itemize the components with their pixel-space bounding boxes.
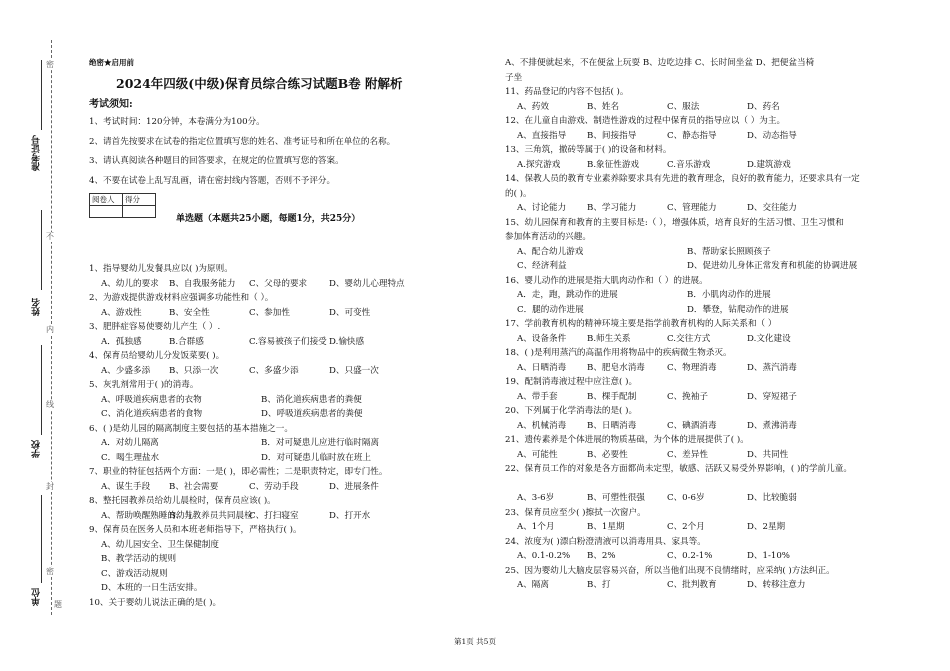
note-item: 2、请首先按要求在试卷的指定位置填写您的姓名、准考证号和所在单位的名称。 — [89, 136, 396, 147]
section-title: 单选题（本题共25小题，每题1分，共25分） — [176, 214, 361, 224]
option-row — [89, 335, 431, 350]
answer-option: C、消化道疾病患者的食物 — [101, 409, 203, 419]
answer-option: C、0.2-1% — [667, 551, 713, 561]
question-stem: 19、配制消毒液过程中应注意( )。 — [505, 377, 638, 387]
option-row — [505, 361, 925, 376]
option-row — [505, 259, 925, 274]
answer-option: B、只添一次 — [169, 365, 219, 376]
admission-no-label: 准考证号 — [32, 135, 42, 171]
option-row — [89, 277, 431, 292]
answer-option: A．孤独感 — [101, 336, 142, 347]
answer-option: D、药名 — [747, 101, 780, 112]
answer-option: A、帮助唤醒熟睡的幼儿 — [101, 510, 194, 521]
seal-char: 不 — [46, 232, 54, 241]
answer-option: B、棵手配制 — [587, 391, 637, 402]
option-row — [505, 158, 925, 173]
answer-option: B、间接指导 — [587, 130, 637, 141]
unit-blank — [41, 495, 42, 583]
score-table — [89, 193, 156, 218]
answer-option: B、自我服务能力 — [169, 278, 236, 289]
secret-mark: 绝密★启用前 — [89, 58, 134, 67]
question-stem: 17、学前教育机构的精神环境主要是指学前教育机构的人际关系和（ ） — [505, 319, 777, 329]
answer-option: B、学习能力 — [587, 203, 637, 213]
answer-option: D．攀登，钻爬动作的进展 — [687, 304, 789, 315]
answer-option: D、2星期 — [747, 522, 786, 532]
option-row — [89, 364, 431, 379]
answer-option: A、设备条件 — [517, 333, 567, 344]
answer-option: D、打开水 — [329, 510, 371, 521]
answer-option: D、煮沸消毒 — [747, 420, 797, 431]
question-stem: 6、( )是幼儿园的隔离制度主要包括的基本措施之一。 — [89, 423, 293, 434]
answer-option: B、消化道疾病患者的粪便 — [261, 394, 362, 405]
answer-option: B、教学活动的规则 — [101, 554, 177, 564]
answer-option: C、多盛少添 — [249, 365, 299, 376]
answer-option: A、带手套 — [517, 391, 558, 402]
answer-option: B.师生关系 — [587, 333, 631, 344]
answer-option: C、父母的要求 — [249, 278, 308, 289]
answer-option: B.象征性游戏 — [587, 159, 640, 170]
question-stem: 3、肥胖症容易使婴幼儿产生（ ）. — [89, 322, 221, 332]
question-stem: 1、指导婴幼儿发餐具应以( )为原则。 — [89, 264, 233, 274]
question-stem-cont: 的( )。 — [505, 188, 532, 199]
question-stem: 12、在儿童自由游戏、制造性游戏的过程中保育员的指导应以（ ）为主。 — [505, 116, 786, 126]
answer-option: C、打扫寝室 — [249, 510, 299, 521]
answer-option: A、讨论能力 — [517, 203, 567, 213]
answer-option: A．对幼儿隔离 — [101, 438, 159, 448]
answer-option: D.文化建设 — [747, 333, 791, 344]
answer-option: A、游戏性 — [101, 307, 142, 318]
answer-option: D、共同性 — [747, 449, 789, 460]
answer-option: A、谋生手段 — [101, 481, 151, 492]
question-stem-cont: 参加体育活动的兴趣。 — [505, 232, 591, 242]
answer-option: D.建筑游戏 — [747, 159, 791, 170]
answer-option: D、交往能力 — [747, 203, 797, 213]
answer-option: C、经济利益 — [517, 261, 567, 271]
question-stem: 25、因为婴幼儿大脑皮层容易兴奋，所以当他们出现不良情绪时，应采纳( )方法纠正。 — [505, 565, 835, 576]
answer-option: B、1星期 — [587, 522, 625, 532]
left-question-list — [89, 262, 431, 610]
seal-char: 题 — [54, 600, 62, 609]
option-row — [89, 306, 431, 321]
answer-option: C、0-6岁 — [667, 493, 705, 503]
option-row — [505, 549, 925, 564]
answer-option: B、可塑性很强 — [587, 493, 645, 503]
question-stem: 23、保育员应至少( )擦拭一次窗户。 — [505, 507, 646, 518]
answer-option: C、游戏活动规则 — [101, 568, 168, 579]
option-row — [89, 480, 431, 495]
answer-option: D、穿短裙子 — [747, 391, 797, 402]
answer-option: A、可能性 — [517, 449, 558, 460]
answer-option: C、2个月 — [667, 522, 705, 532]
question-stem: 18、( )是利用蒸汽的高温作用将物品中的疾病微生物杀灭。 — [505, 348, 732, 358]
school-label: 学校 — [32, 440, 42, 458]
answer-option: B、日晒消毒 — [587, 420, 637, 431]
option-row — [505, 578, 925, 593]
answer-option: C、物理消毒 — [667, 362, 717, 373]
answer-option: D、动态指导 — [747, 130, 797, 141]
option-row — [505, 303, 925, 318]
note-item: 4、不要在试卷上乱写乱画，请在密封线内答题，否则不予评分。 — [89, 175, 336, 186]
question-stem: 24、浓度为( )漂白粉澄清液可以消毒用具、家具等。 — [505, 536, 706, 547]
answer-option: C、参加性 — [249, 307, 290, 318]
option-row — [505, 520, 925, 535]
option-row — [89, 451, 431, 466]
spacer — [505, 477, 925, 492]
question-stem: 22、保育员工作的对象是各方面都尚未定型，敏感、活跃又易受外界影响，( )的学前儿童。 — [505, 464, 852, 474]
option-row — [505, 201, 925, 216]
answer-option: A、日晒消毒 — [517, 362, 567, 373]
answer-option: D、婴幼儿心理特点 — [329, 278, 405, 289]
school-blank — [41, 345, 42, 435]
right-question-list — [505, 56, 925, 593]
answer-option: A、3-6岁 — [517, 493, 555, 503]
answer-option: B．对可疑患儿应进行临时隔离 — [261, 438, 380, 448]
reviewer-blank — [90, 206, 123, 218]
answer-option: B、社会需要 — [169, 481, 219, 492]
answer-option: A、少盛多添 — [101, 365, 151, 376]
seal-char: 密 — [46, 60, 54, 69]
seal-char: 密 — [46, 567, 54, 576]
unit-label: 单位 — [32, 588, 42, 606]
option-row — [505, 129, 925, 144]
answer-option: C.容易被孩子们接受 — [249, 336, 327, 347]
answer-option: D、呼吸道疾病患者的粪便 — [261, 409, 363, 419]
answer-option: C、挽袖子 — [667, 391, 708, 402]
answer-option: D、比较脆弱 — [747, 493, 797, 503]
option-row — [505, 448, 925, 463]
answer-option: A、配合幼儿游戏 — [517, 246, 584, 257]
question-stem: 9、保育员在医务人员和本班老师指导下，严格执行( )。 — [89, 525, 302, 535]
option-row — [505, 419, 925, 434]
option-row — [89, 393, 431, 408]
binding-margin — [0, 0, 70, 671]
admission-no-blank — [41, 60, 42, 130]
answer-option: A.探究游戏 — [517, 159, 561, 170]
answer-option: D、转移注意力 — [747, 580, 806, 590]
answer-option: A、幼儿园安全、卫生保健制度 — [101, 539, 219, 550]
answer-option: C、服法 — [667, 101, 700, 112]
note-item: 1、考试时间：120分钟，本卷满分为100分。 — [89, 117, 265, 127]
answer-option: C．腿的动作进展 — [517, 304, 584, 315]
answer-option: A、直接指导 — [517, 130, 567, 141]
question-stem: A、不排便就起来，不在便盆上玩耍 B、边吃边排 C、长时间坐盆 D、把便盆当椅 — [505, 58, 815, 68]
question-stem: 13、三角筑，撤砖等属于( )的设备和材料。 — [505, 145, 672, 155]
option-row — [89, 436, 431, 451]
answer-option: C、批判教育 — [667, 580, 717, 590]
answer-option: C、管理能力 — [667, 203, 717, 213]
answer-option: C、碘酒消毒 — [667, 420, 717, 431]
answer-option: D、1-10% — [747, 551, 790, 561]
answer-option: C．喝生理盐水 — [101, 452, 160, 463]
question-stem: 16、婴儿动作的进展是指大肌肉动作和（ ）的进展。 — [505, 275, 708, 286]
answer-option: D、蒸汽消毒 — [747, 362, 797, 373]
answer-option: B、2% — [587, 551, 616, 561]
answer-option: A、幼儿的要求 — [101, 278, 159, 289]
option-row — [505, 245, 925, 260]
question-stem: 21、遗传素养是个体进展的物质基础，为个体的进展提供了( )。 — [505, 435, 749, 445]
answer-option: A、机械消毒 — [517, 420, 567, 431]
question-stem-cont: 子坐 — [505, 72, 523, 83]
answer-option: B、与教养员共同晨检 — [169, 510, 253, 521]
answer-option: D、本班的一日生活安排。 — [101, 583, 203, 593]
question-stem: 10、关于婴幼儿说法正确的是( )。 — [89, 597, 222, 608]
answer-option: D、促进幼儿身体正常发育和机能的协调进展 — [687, 261, 858, 271]
note-item: 3、请认真阅读各种题目的回答要求，在规定的位置填写您的答案。 — [89, 156, 344, 166]
answer-option: B.合群感 — [169, 336, 204, 347]
answer-option: A、呼吸道疾病患者的衣物 — [101, 394, 202, 405]
answer-option: C、静态指导 — [667, 130, 717, 141]
answer-option: B、帮助家长照顾孩子 — [687, 246, 771, 257]
option-row — [505, 491, 925, 506]
question-stem: 20、下列属于化学消毒法的是( )。 — [505, 406, 638, 416]
option-row — [505, 100, 925, 115]
seal-char: 封 — [46, 482, 54, 491]
answer-option: C、劳动手段 — [249, 481, 299, 492]
answer-option: B、必要性 — [587, 449, 628, 460]
reviewer-cell: 阅卷人 — [90, 194, 123, 206]
option-row — [505, 332, 925, 347]
question-stem: 11、药品登记的内容不包括( )。 — [505, 87, 629, 97]
exam-notes — [89, 113, 395, 191]
question-stem: 7、职业的特征包括两个方面：一是( )，即必需性；二是职责特定，即专门性。 — [89, 467, 388, 477]
answer-option: C、差异性 — [667, 449, 708, 460]
option-row — [89, 407, 431, 422]
answer-option: D、进展条件 — [329, 481, 379, 492]
answer-option: B、打 — [587, 580, 611, 590]
answer-option: A、1个月 — [517, 522, 555, 532]
question-stem: 4、保育员给婴幼儿分发饭菜要( )。 — [89, 351, 225, 361]
question-stem: 8、整托园教养员给幼儿晨检时，保育员应该( )。 — [89, 496, 276, 506]
answer-option: A．走，跑，跳动作的进展 — [517, 290, 618, 300]
answer-option: C.音乐游戏 — [667, 159, 711, 170]
question-stem: 14、保教人员的教育专业素养除要求具有先进的教育理念，良好的教育能力，还要求具有一定 — [505, 174, 860, 184]
question-stem: 15、幼儿园保育和教育的主要目标是:（ ），增强体质，培育良好的生活习惯、卫生习惯和 — [505, 217, 844, 228]
option-row — [89, 509, 431, 524]
question-stem: 2、为游戏提供游戏材料应强调多功能性和（ ）。 — [89, 293, 274, 303]
answer-option: C.交往方式 — [667, 333, 711, 344]
question-stem: 5、灰乳剂常用于( )的消毒。 — [89, 380, 199, 390]
answer-option: A、0.1-0.2% — [517, 551, 571, 561]
answer-option: B、肥皂水消毒 — [587, 362, 645, 373]
answer-option: D.愉快感 — [329, 336, 365, 347]
answer-option: D、可变性 — [329, 307, 371, 318]
name-label: 姓名 — [32, 298, 42, 316]
score-cell: 得分 — [123, 194, 156, 206]
notice-heading: 考试须知: — [89, 99, 133, 110]
option-row — [505, 288, 925, 303]
option-row — [505, 390, 925, 405]
answer-option: A、隔离 — [517, 580, 549, 590]
seal-char: 线 — [46, 400, 54, 409]
answer-option: D．对可疑患儿临时放在班上 — [261, 452, 372, 463]
answer-option: B、安全性 — [169, 307, 210, 318]
answer-option: B．小肌肉动作的进展 — [687, 290, 771, 300]
seal-char: 内 — [46, 325, 54, 334]
answer-option: B、姓名 — [587, 101, 620, 112]
score-blank — [123, 206, 156, 218]
name-blank — [41, 210, 42, 290]
answer-option: D、只盛一次 — [329, 365, 379, 376]
answer-option: A、药效 — [517, 101, 549, 112]
page-title: 2024年四级(中级)保育员综合练习试题B卷 附解析 — [116, 76, 403, 91]
page-footer: 第1页 共5页 — [454, 637, 496, 646]
